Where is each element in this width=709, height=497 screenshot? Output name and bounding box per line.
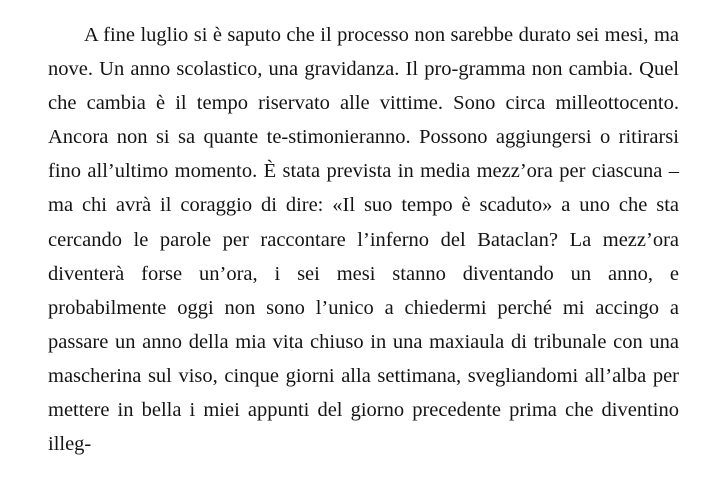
body-paragraph: A fine luglio si è saputo che il processo non sarebbe durato sei mesi, ma nove. Un anno scolastico, una gravidanza. Il pro-gramma non cambia. Quel che cambia è il tempo riservato alle vittime. Sono circa milleottocento. Ancora non si sa quante te-stimonieranno. Possono aggiungersi o ritirarsi fino all’ultimo momento. È stata prevista in media mezz’ora per ciascuna – ma chi avrà il coraggio di dire: «Il suo tempo è scaduto» a uno che sta cercando le parole per raccontare l’inferno del Bataclan? La mezz’ora diventerà forse un’ora, i sei mesi stanno diventando un anno, e probabilmente oggi non sono l’unico a chiedermi perché mi accingo a passare un anno della mia vita chiuso in una maxiaula di tribunale con una mascherina sul viso, cinque giorni alla settimana, svegliandomi all’alba per mettere in bella i miei appunti del giorno precedente prima che diventino illeg- (48, 24, 679, 456)
